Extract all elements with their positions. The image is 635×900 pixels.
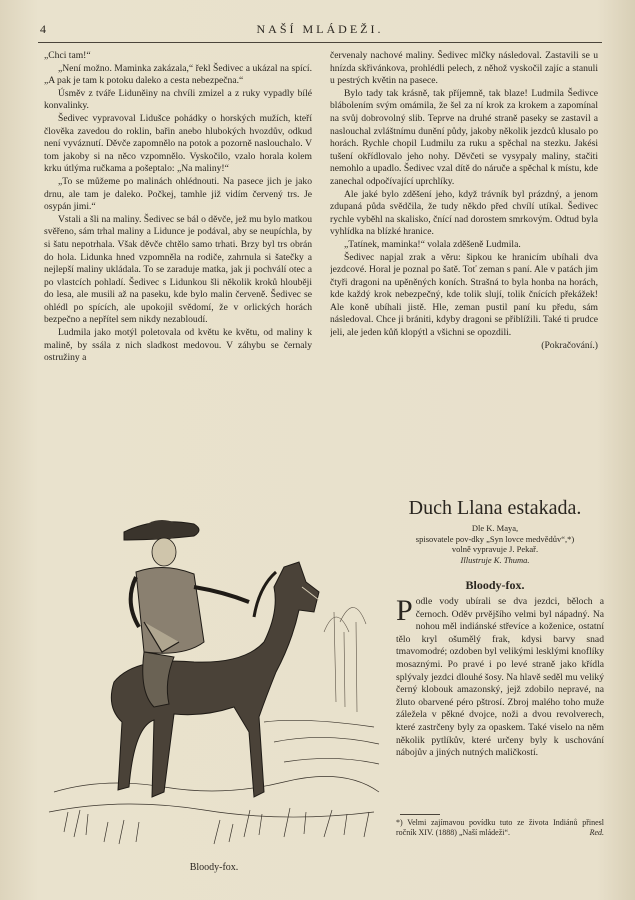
paragraph: Ludmila jako motýl poletovala od květu ke květu, od maliny k malině, by ssála z nich sladkost medovou. V záhybu se černaly ostružiny a (44, 327, 312, 364)
story-credit: Dle K. Maya, (471, 523, 519, 533)
running-title: NAŠÍ MLÁDEŽI. (256, 22, 384, 36)
illustration-rider (44, 492, 384, 857)
story-heading-block (390, 496, 600, 565)
continued-note: (Pokračování.) (541, 339, 598, 351)
story-body (396, 596, 604, 812)
paragraph: Ale jaké bylo zděšení jeho, když trávník byl prázdný, a jenom zdupaná půda svědčila, že tudy někdo před chvílí utíkal. Šedivec rychle vyběhl na skalisko, čnící nad dorostem smrkovým. Odtud byla vyhlídka na blízké hranice. (330, 188, 598, 238)
page-number: 4 (40, 22, 46, 36)
paragraph: červenaly nachové maliny. Šedivec mlčky následoval. Zastavili se u hnízda skřivánkova, prohlédli pelech, z něhož vyskočil zajíc a stanuli u pestrých květin na pasece. (330, 50, 598, 87)
page-header (40, 22, 600, 42)
rider-horse-engraving (44, 492, 384, 857)
paragraph: Šedivec napjal zrak a věru: šipkou ke hranicím ubíhali dva jezdcové. Horal je poznal po šatě. Toť zeman s paní. Ale v patách jim čtyři dragoni na upěněných koních. Strašná to byla honba na horách, kde každý krok nebezpečný, kde tolik slují, tolik čnících překážek! Ale koně ubíhali jistě. Hle, zeman pustil paní ku předu, sám následoval. Chce ji brániti, kdyby dragoni se přiblížili. Také ti prudce jeli, ale jeden kůň klopýtl a všichni se opozdili. (330, 251, 598, 339)
right-column (330, 50, 598, 470)
header-rule (38, 42, 602, 43)
background-trees (324, 607, 366, 712)
paragraph: „Tatínek, maminka!“ volala zděšeně Ludmila. (344, 238, 521, 250)
dropcap: P (396, 596, 413, 627)
story-body-text: odle vody ubírali se dva jezdci, běloch a černoch. Oděv prvějšího velmi byl nápadný. Na nohou měl indiánské střevíce a koženice, ostatní tělo kryl ošumělý frak, kdysi barvy snad tmavomodré; ozdoben byl velikými lesklými knoflíky mosaznými. Po pravé i po levé straně jako křídla splývaly jezdci dlouhé šosy. Na hlavě seděl mu veliký černý klobouk amazonský, jejž zdobilo nepravé, na žluto obarvené péro pštrosí. Zbroj malého toho muže záležela v pěkné dvojce, noži a dvou revolverech, které zastrčeny byly za opaskem. Také viselo na něm několik pytlíkův, které určeny byly k uschování nábojův a jiných nutných maličkostí. (396, 596, 604, 759)
story-paragraph (396, 596, 604, 760)
footnote-signature: Red. (589, 828, 604, 837)
paragraph: „To se můžeme po malinách ohlédnouti. Na pasece jich je jako drnu, ale tam je daleko. Počkej, tamhle již vidím červený trs. Je osypán jimi.“ (44, 175, 312, 213)
story-credit: spisovatele pov-dky „Syn lovce medvědův“,*) (415, 533, 575, 544)
paragraph: Vstali a šli na maliny. Šedivec se bál o děvče, jež mu bylo matkou svěřeno, sám trhal maliny a Lidunce je podával, aby se neupíchla, by si šatu nepotrhala. Však děvče chtělo samo trhati. Brzy byl trs obrán do hola. Lidunka hned vzpomněla na rodiče, zahrnula si šatečky a nejlepší maliny ukládala. To se zaraduje matka, jak ji pochválí otec a po vlastcích pohladí. Šedivec s Lidunkou šli několik kroků hlouběji do lesa, ale musili až na paseku, kde bylo malin červeně. Šedivec se ohlédl po spících, ale upokojil svědomí, že v orlických horách bezpečno a nepřítel sem nikdy nezabloudí. (44, 213, 312, 326)
paragraph: „Není možno. Maminka zakázala,“ řekl Šedivec a ukázal na spící. „A pak je tam k potoku daleko a cesta nebezpečna.“ (44, 62, 312, 87)
illustration-caption: Bloody-fox. (189, 862, 239, 873)
story-credit: volně vypravuje J. Pekař. (451, 544, 539, 554)
story-title: Duch Llana estakada. (408, 497, 582, 519)
paragraph: Šedivec vypravoval Lidušce pohádky o horských mužích, kteří člověka zavedou do roklin, bařin anebo hlubokých hvozdův, odkud není vyváznutí. Děvče zapomnělo na potok a pozorně naslouchalo. V tom jakoby si na něco vzpomnělo. Vyskočilo, vzalo horala kolem krku útlýma ručkama a pošeptalo: „Na maliny!“ (44, 112, 312, 175)
paragraph: Bylo tady tak krásně, tak příjemně, tak blaze! Ludmila Šedivce blábolením svým omámila, že šel za ní krok za krokem a zapomínal na svůj dobrovolný slib. Teprve na druhé straně paseky se zastavil a naslouchal zvláštnímu dunění půdy, jakoby několik jezdců klusalo po horách. Rychle chopil Ludmilu za ruku a spěchal na stezku. Jakési tušení okřídlovalo jeho nohy. Děvčeti se vysypaly maliny, stačiti nemohlo a upadlo. Šedivec vzal dítě do náruče a spěchal k místu, kde zanechal odpočívající uprchlíky. (330, 87, 598, 187)
grass-hatching (49, 720, 379, 844)
footnote (396, 818, 604, 838)
illustrator-credit: Illustruje K. Thuma. (460, 554, 530, 565)
footnote-text: *) Velmi zajímavou povídku tuto ze života Indiánů přinesl ročník XIV. (1888) „Naší mládeži“. (396, 818, 604, 837)
paragraph: „Chci tam!“ (44, 50, 91, 61)
section-title: Bloody-fox. (465, 578, 525, 592)
left-column (44, 50, 312, 470)
paragraph: Úsměv z tváře Liduněiny na chvíli zmizel a z ruky vypadly bílé konvalinky. (44, 87, 312, 112)
footnote-rule (400, 814, 440, 815)
